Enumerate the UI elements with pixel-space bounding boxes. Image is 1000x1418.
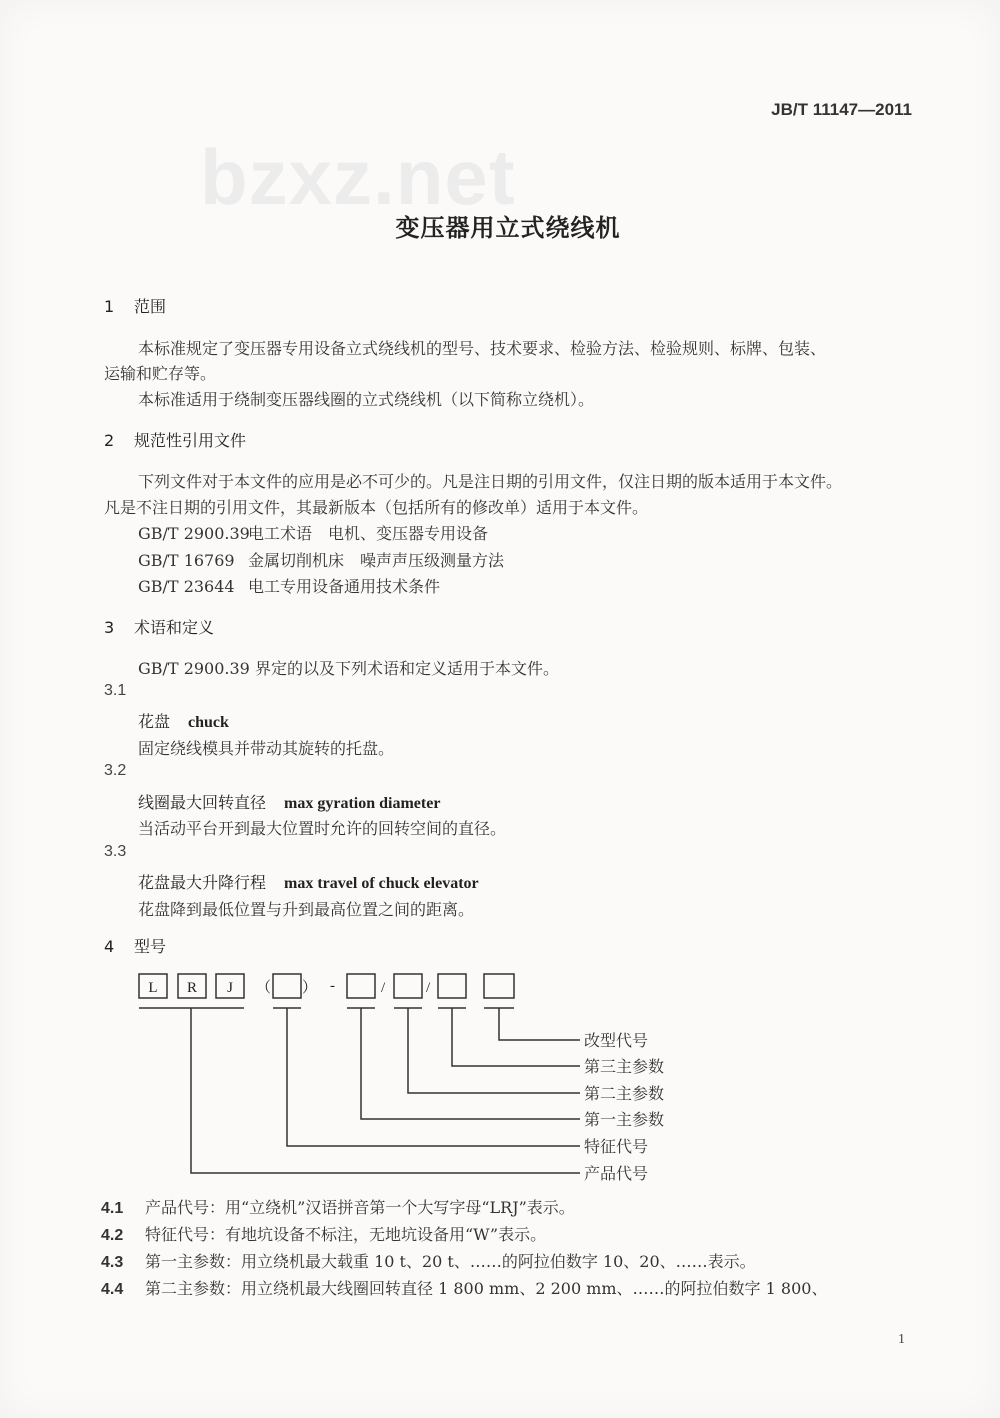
s2-para1-line1: 下列文件对于本文件的应用是必不可少的。凡是注日期的引用文件，仅注日期的版本适用于本文件。 [138,472,843,491]
item-number: 4.2 [101,1227,124,1244]
param3-box [438,974,466,998]
term-number: 3.2 [104,762,127,779]
s2-para1-line2: 凡是不注日期的引用文件，其最新版本（包括所有的修改单）适用于本文件。 [104,498,649,517]
item-text: 第二主参数：用立绕机最大线圈回转直径 1 800 mm、2 200 mm、……的阿拉伯数字 1 800、 [145,1279,828,1298]
label-param2: 第二主参数 [584,1084,665,1103]
section-number: 3 [104,618,115,637]
s1-para2: 本标准适用于绕制变压器线圈的立式绕线机（以下简称立绕机）。 [138,390,595,409]
page-number: 1 [898,1332,905,1347]
term-en: max gyration diameter [284,795,441,812]
leader-line-product [191,1008,580,1173]
term-zh: 线圈最大回转直径 [138,793,267,812]
page-title: 变压器用立式绕线机 [395,214,621,242]
code-letter: L [148,980,158,996]
section-title: 范围 [134,297,167,316]
term-definition: 花盘降到最低位置与升到最高位置之间的距离。 [138,900,475,919]
param1-box [347,974,375,998]
term-en: chuck [188,714,229,731]
leader-line-param2 [408,1008,580,1093]
term-definition: 固定绕线模具并带动其旋转的托盘。 [138,739,395,758]
item-text: 特征代号：有地坑设备不标注，无地坑设备用“W”表示。 [145,1225,547,1244]
label-revision-code: 改型代号 [584,1031,649,1050]
leader-line-feature [287,1008,580,1146]
term-definition: 当活动平台开到最大位置时允许的回转空间的直径。 [138,819,507,838]
model-item [101,1276,827,1299]
label-feature-code: 特征代号 [584,1137,649,1156]
section-title: 型号 [134,937,167,956]
section-number: 2 [104,431,115,450]
reference-code: GB/T 23644 [138,577,235,596]
label-param1: 第一主参数 [584,1110,665,1129]
model-item [101,1249,756,1272]
model-item [101,1195,575,1218]
revision-box [484,974,514,998]
section-title: 规范性引用文件 [134,431,247,450]
s1-para1-line2: 运输和贮存等。 [104,364,217,383]
watermark: bzxz.net [200,133,516,221]
item-text: 产品代号：用“立绕机”汉语拼音第一个大写字母“LRJ”表示。 [145,1198,575,1217]
reference-name: 电工专用设备通用技术条件 [248,577,441,596]
item-text: 第一主参数：用立绕机最大载重 10 t、20 t、……的阿拉伯数字 10、20、……表示。 [145,1252,756,1271]
leader-line-revision [499,1008,580,1040]
section-number: 1 [104,297,115,316]
slash: / [426,980,431,996]
term-zh: 花盘 [138,712,171,731]
code-letter: J [227,980,233,996]
term-number: 3.3 [104,843,127,860]
feature-code-box [273,974,301,998]
model-item [101,1222,546,1245]
slash: / [381,980,386,996]
dash: - [330,978,335,994]
term-en: max travel of chuck elevator [284,875,479,892]
reference-code: GB/T 16769 [138,551,235,570]
reference-name: 金属切削机床 噪声声压级测量方法 [248,551,505,570]
term-zh: 花盘最大升降行程 [138,873,267,892]
label-param3: 第三主参数 [584,1057,665,1076]
s3-intro: GB/T 2900.39 界定的以及下列术语和定义适用于本文件。 [138,659,559,678]
term-number: 3.1 [104,682,127,699]
param2-box [394,974,422,998]
reference-name: 电工术语 电机、变压器专用设备 [248,524,489,543]
code-letter: R [186,980,198,996]
standard-code: JB/T 11147—2011 [771,100,912,119]
leader-line-param3 [452,1008,580,1066]
item-number: 4.1 [101,1200,124,1217]
label-product-code: 产品代号 [584,1164,649,1183]
reference-code: GB/T 2900.39 [138,524,250,543]
section-title: 术语和定义 [134,618,215,637]
paren-close: ） [302,980,318,996]
item-number: 4.4 [101,1281,124,1298]
item-number: 4.3 [101,1254,124,1271]
section-number: 4 [104,937,115,956]
leader-line-param1 [361,1008,580,1119]
s1-para1-line1: 本标准规定了变压器专用设备立式绕线机的型号、技术要求、检验方法、检验规则、标牌、包装、 [138,339,827,358]
paren-open: （ [256,980,272,996]
